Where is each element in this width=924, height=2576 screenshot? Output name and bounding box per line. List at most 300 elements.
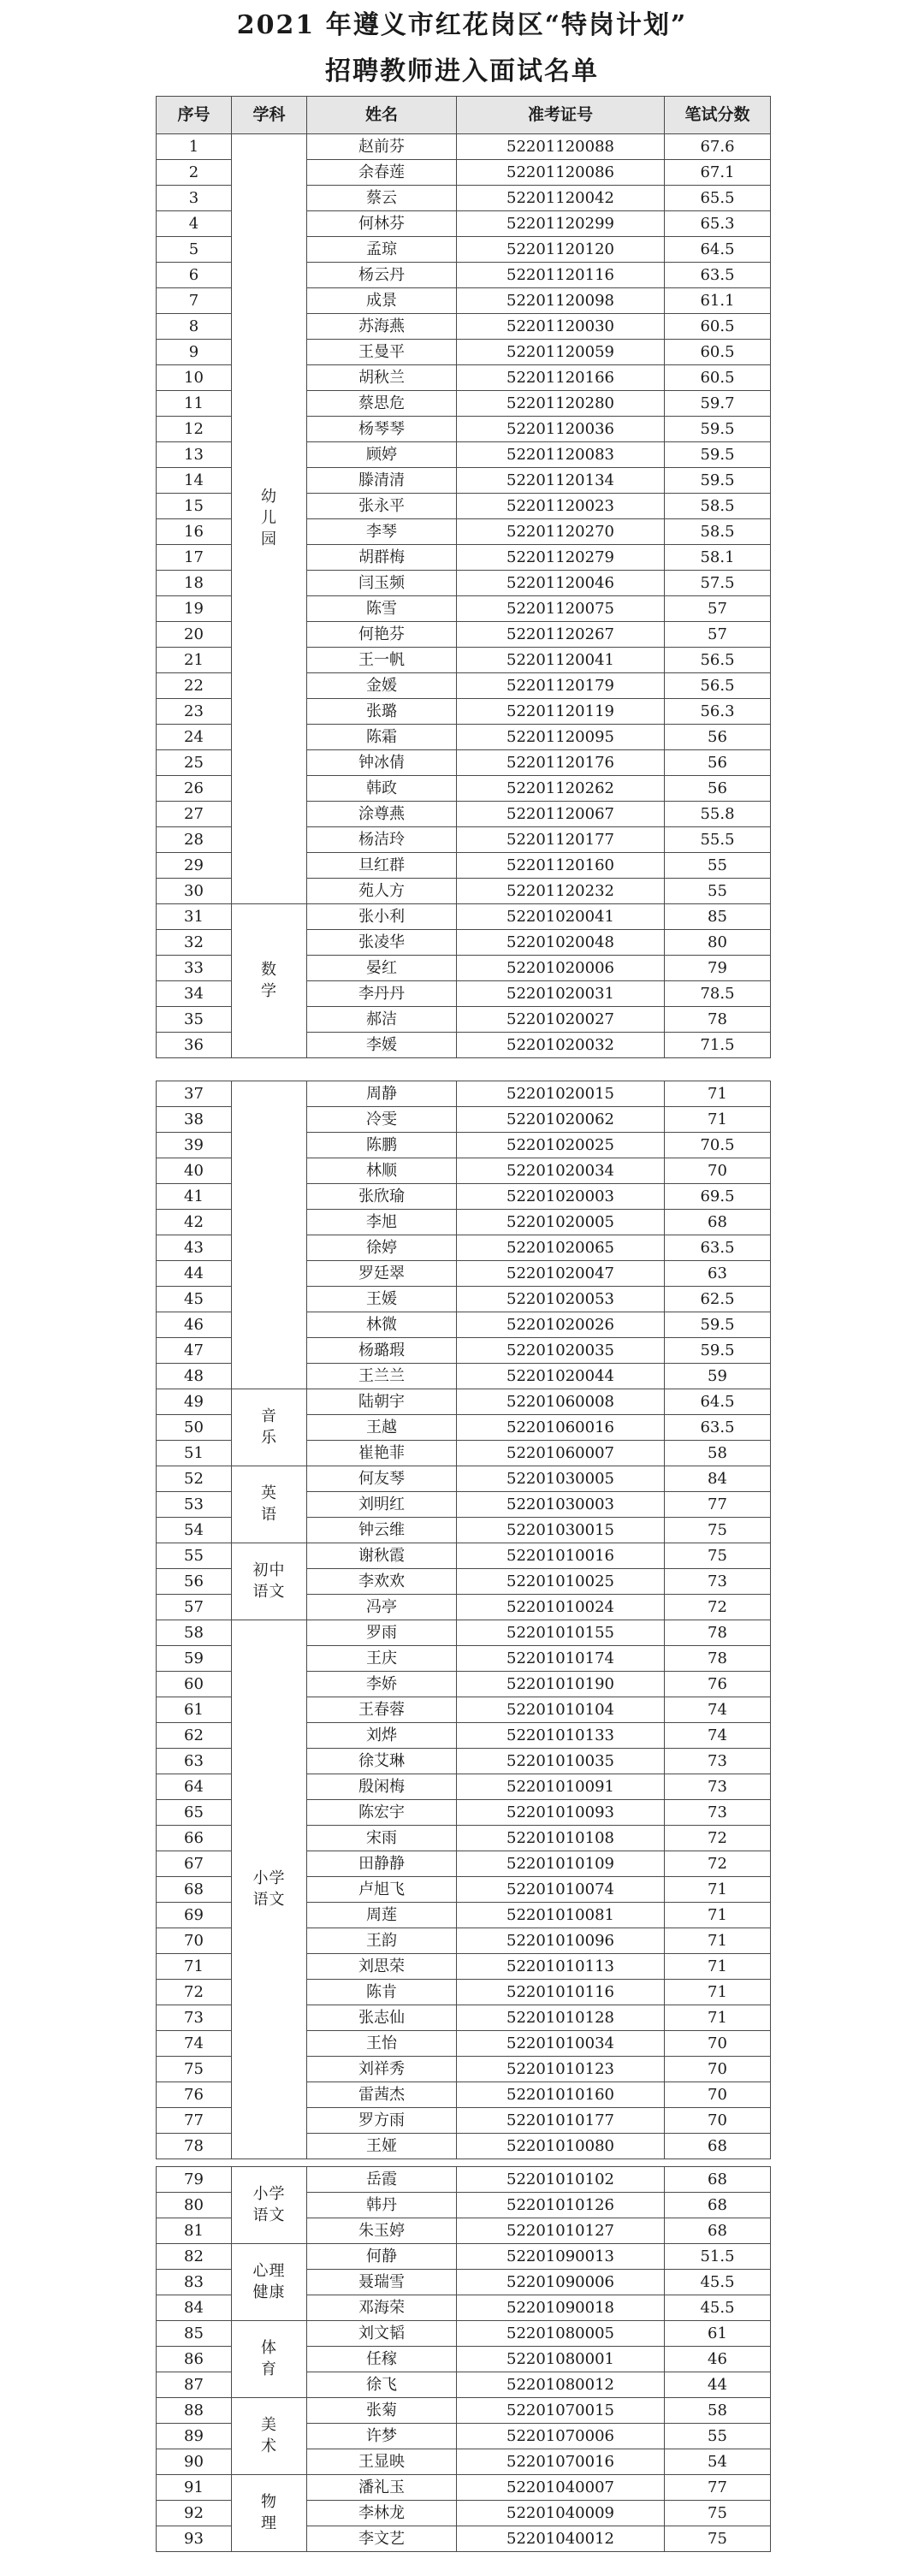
cell-score: 78.5 [665,981,771,1007]
cell-score: 68 [665,1210,771,1235]
cell-name: 雷茜杰 [307,2082,457,2108]
cell-score: 70 [665,2031,771,2057]
cell-exam-id: 52201120030 [457,314,665,340]
cell-exam-id: 52201080005 [457,2321,665,2347]
cell-seq: 62 [157,1723,232,1749]
cell-exam-id: 52201020044 [457,1364,665,1389]
cell-score: 59.5 [665,417,771,442]
cell-score: 71 [665,1877,771,1903]
cell-name: 余春莲 [307,160,457,186]
cell-name: 苏海燕 [307,314,457,340]
cell-exam-id: 52201010035 [457,1749,665,1774]
cell-seq: 57 [157,1595,232,1620]
cell-exam-id: 52201120232 [457,879,665,904]
cell-subject [232,1081,307,1389]
cell-exam-id: 52201120279 [457,545,665,571]
cell-seq: 10 [157,365,232,391]
cell-name: 韩丹 [307,2193,457,2218]
header-exam-id: 准考证号 [457,97,665,134]
cell-name: 任稼 [307,2347,457,2372]
cell-exam-id: 52201090006 [457,2270,665,2295]
cell-exam-id: 52201060016 [457,1415,665,1441]
cell-score: 56 [665,750,771,776]
cell-score: 56.5 [665,673,771,699]
cell-score: 75 [665,1518,771,1543]
cell-exam-id: 52201120067 [457,802,665,827]
cell-subject [232,134,307,904]
cell-seq: 60 [157,1672,232,1697]
cell-seq: 18 [157,571,232,596]
cell-score: 55 [665,853,771,879]
cell-score: 58 [665,1441,771,1466]
cell-name: 陈鹏 [307,1133,457,1158]
cell-exam-id: 52201030005 [457,1466,665,1492]
cell-name: 钟冰倩 [307,750,457,776]
cell-score: 71 [665,1928,771,1954]
cell-seq: 17 [157,545,232,571]
cell-name: 韩政 [307,776,457,802]
cell-score: 63.5 [665,1235,771,1261]
cell-exam-id: 52201010091 [457,1774,665,1800]
cell-seq: 6 [157,263,232,288]
cell-score: 58.5 [665,494,771,519]
cell-seq: 82 [157,2244,232,2270]
table-row [157,904,771,930]
cell-name: 许梦 [307,2424,457,2449]
cell-seq: 11 [157,391,232,417]
cell-seq: 9 [157,340,232,365]
cell-seq: 16 [157,519,232,545]
cell-score: 72 [665,1826,771,1851]
cell-seq: 58 [157,1620,232,1646]
cell-subject [232,904,307,1058]
cell-name: 苑人方 [307,879,457,904]
cell-name: 王媛 [307,1287,457,1312]
cell-score: 80 [665,930,771,956]
cell-score: 71.5 [665,1033,771,1058]
cell-name: 胡秋兰 [307,365,457,391]
cell-score: 55.8 [665,802,771,827]
cell-score: 59.5 [665,1338,771,1364]
cell-exam-id: 52201120041 [457,648,665,673]
cell-name: 王一帆 [307,648,457,673]
cell-exam-id: 52201030015 [457,1518,665,1543]
cell-subject [232,1466,307,1543]
cell-seq: 68 [157,1877,232,1903]
cell-score: 68 [665,2134,771,2159]
cell-exam-id: 52201120280 [457,391,665,417]
cell-name: 旦红群 [307,853,457,879]
cell-name: 徐飞 [307,2372,457,2398]
cell-seq: 92 [157,2501,232,2526]
cell-exam-id: 52201070016 [457,2449,665,2475]
cell-seq: 29 [157,853,232,879]
cell-exam-id: 52201010034 [457,2031,665,2057]
cell-name: 王娅 [307,2134,457,2159]
cell-name: 冯亭 [307,1595,457,1620]
cell-seq: 72 [157,1980,232,2005]
table-row [157,2475,771,2501]
cell-seq: 81 [157,2218,232,2244]
candidate-table-part2 [156,1081,771,2159]
table-row [157,2398,771,2424]
cell-seq: 15 [157,494,232,519]
cell-exam-id: 52201120098 [457,288,665,314]
cell-name: 王春蓉 [307,1697,457,1723]
document-title-line2: 招聘教师进入面试名单 [325,56,599,86]
cell-seq: 27 [157,802,232,827]
cell-score: 75 [665,1543,771,1569]
cell-seq: 30 [157,879,232,904]
cell-score: 54 [665,2449,771,2475]
cell-exam-id: 52201020006 [457,956,665,981]
cell-score: 55 [665,2424,771,2449]
cell-score: 72 [665,1851,771,1877]
cell-score: 57 [665,622,771,648]
cell-seq: 8 [157,314,232,340]
cell-score: 56 [665,725,771,750]
cell-seq: 54 [157,1518,232,1543]
cell-name: 林微 [307,1312,457,1338]
cell-name: 蔡思危 [307,391,457,417]
cell-score: 55 [665,879,771,904]
cell-seq: 32 [157,930,232,956]
cell-seq: 23 [157,699,232,725]
subject-label: 数 学 [261,960,277,1000]
cell-name: 陈雪 [307,596,457,622]
cell-exam-id: 52201010113 [457,1954,665,1980]
cell-score: 75 [665,2501,771,2526]
cell-score: 59.5 [665,442,771,468]
cell-seq: 12 [157,417,232,442]
cell-exam-id: 52201010128 [457,2005,665,2031]
subject-label: 心理 健康 [252,2261,286,2301]
cell-exam-id: 52201020003 [457,1184,665,1210]
cell-score: 59.7 [665,391,771,417]
cell-seq: 89 [157,2424,232,2449]
cell-name: 杨洁玲 [307,827,457,853]
cell-name: 林顺 [307,1158,457,1184]
cell-exam-id: 52201120095 [457,725,665,750]
cell-score: 68 [665,2218,771,2244]
cell-exam-id: 52201020062 [457,1107,665,1133]
cell-seq: 46 [157,1312,232,1338]
cell-name: 邓海荣 [307,2295,457,2321]
cell-name: 何林芬 [307,211,457,237]
subject-label: 物 理 [261,2492,277,2532]
cell-score: 58.1 [665,545,771,571]
cell-score: 74 [665,1697,771,1723]
cell-score: 61 [665,2321,771,2347]
cell-score: 68 [665,2167,771,2193]
cell-name: 蔡云 [307,186,457,211]
cell-score: 71 [665,1903,771,1928]
cell-score: 58 [665,2398,771,2424]
cell-name: 张永平 [307,494,457,519]
cell-exam-id: 52201010133 [457,1723,665,1749]
cell-name: 张志仙 [307,2005,457,2031]
cell-exam-id: 52201010080 [457,2134,665,2159]
table-row [157,1081,771,1107]
cell-score: 56.5 [665,648,771,673]
cell-name: 杨琴琴 [307,417,457,442]
cell-score: 70 [665,2108,771,2134]
cell-exam-id: 52201120075 [457,596,665,622]
table-row [157,134,771,160]
cell-exam-id: 52201020026 [457,1312,665,1338]
candidate-table-part3 [156,2166,771,2552]
cell-name: 卢旭飞 [307,1877,457,1903]
cell-name: 徐婷 [307,1235,457,1261]
cell-seq: 74 [157,2031,232,2057]
cell-subject [232,2475,307,2552]
cell-seq: 37 [157,1081,232,1107]
cell-score: 63.5 [665,1415,771,1441]
cell-exam-id: 52201120160 [457,853,665,879]
cell-exam-id: 52201120046 [457,571,665,596]
cell-score: 67.1 [665,160,771,186]
cell-exam-id: 52201120177 [457,827,665,853]
cell-exam-id: 52201040009 [457,2501,665,2526]
cell-score: 59.5 [665,1312,771,1338]
cell-seq: 34 [157,981,232,1007]
cell-seq: 90 [157,2449,232,2475]
cell-exam-id: 52201120262 [457,776,665,802]
cell-seq: 84 [157,2295,232,2321]
cell-seq: 7 [157,288,232,314]
cell-exam-id: 52201010126 [457,2193,665,2218]
cell-seq: 65 [157,1800,232,1826]
cell-exam-id: 52201010116 [457,1980,665,2005]
subject-label: 小学 语文 [252,1868,286,1909]
cell-name: 李媛 [307,1033,457,1058]
cell-name: 张欣瑜 [307,1184,457,1210]
cell-seq: 38 [157,1107,232,1133]
cell-name: 王庆 [307,1646,457,1672]
cell-seq: 26 [157,776,232,802]
cell-name: 宋雨 [307,1826,457,1851]
cell-exam-id: 52201020065 [457,1235,665,1261]
cell-score: 73 [665,1569,771,1595]
cell-score: 71 [665,1107,771,1133]
cell-exam-id: 52201020031 [457,981,665,1007]
cell-exam-id: 52201060007 [457,1441,665,1466]
cell-exam-id: 52201010190 [457,1672,665,1697]
cell-seq: 45 [157,1287,232,1312]
cell-name: 周静 [307,1081,457,1107]
cell-seq: 83 [157,2270,232,2295]
cell-exam-id: 52201010081 [457,1903,665,1928]
header-name: 姓名 [307,97,457,134]
cell-score: 71 [665,1081,771,1107]
cell-exam-id: 52201010016 [457,1543,665,1569]
cell-score: 78 [665,1620,771,1646]
cell-score: 64.5 [665,1389,771,1415]
cell-name: 杨云丹 [307,263,457,288]
cell-seq: 55 [157,1543,232,1569]
cell-seq: 22 [157,673,232,699]
cell-seq: 47 [157,1338,232,1364]
cell-name: 李琴 [307,519,457,545]
cell-seq: 3 [157,186,232,211]
cell-seq: 44 [157,1261,232,1287]
cell-seq: 64 [157,1774,232,1800]
table-row [157,2244,771,2270]
cell-score: 63 [665,1261,771,1287]
cell-score: 73 [665,1800,771,1826]
cell-name: 闫玉频 [307,571,457,596]
cell-name: 张菊 [307,2398,457,2424]
cell-seq: 87 [157,2372,232,2398]
cell-name: 涂尊燕 [307,802,457,827]
cell-seq: 75 [157,2057,232,2082]
candidate-table-part1 [156,96,771,1058]
cell-exam-id: 52201030003 [457,1492,665,1518]
cell-seq: 52 [157,1466,232,1492]
cell-score: 63.5 [665,263,771,288]
cell-seq: 4 [157,211,232,237]
cell-seq: 36 [157,1033,232,1058]
cell-name: 张璐 [307,699,457,725]
cell-name: 顾婷 [307,442,457,468]
cell-name: 成景 [307,288,457,314]
cell-name: 王曼平 [307,340,457,365]
cell-score: 60.5 [665,314,771,340]
cell-seq: 40 [157,1158,232,1184]
cell-exam-id: 52201120088 [457,134,665,160]
cell-name: 陈宏宇 [307,1800,457,1826]
cell-name: 聂瑞雪 [307,2270,457,2295]
cell-seq: 2 [157,160,232,186]
cell-score: 70 [665,2057,771,2082]
cell-exam-id: 52201010127 [457,2218,665,2244]
cell-name: 王越 [307,1415,457,1441]
cell-name: 李欢欢 [307,1569,457,1595]
cell-seq: 61 [157,1697,232,1723]
cell-seq: 19 [157,596,232,622]
cell-seq: 93 [157,2526,232,2552]
cell-seq: 42 [157,1210,232,1235]
cell-exam-id: 52201010177 [457,2108,665,2134]
cell-seq: 71 [157,1954,232,1980]
cell-name: 李丹丹 [307,981,457,1007]
cell-exam-id: 52201020032 [457,1033,665,1058]
cell-exam-id: 52201020027 [457,1007,665,1033]
cell-exam-id: 52201010025 [457,1569,665,1595]
cell-name: 徐艾琳 [307,1749,457,1774]
cell-name: 何友琴 [307,1466,457,1492]
cell-exam-id: 52201120299 [457,211,665,237]
cell-exam-id: 52201020041 [457,904,665,930]
cell-name: 赵前芬 [307,134,457,160]
cell-seq: 21 [157,648,232,673]
cell-exam-id: 52201010074 [457,1877,665,1903]
cell-name: 李旭 [307,1210,457,1235]
table-row [157,1620,771,1646]
cell-exam-id: 52201070006 [457,2424,665,2449]
cell-exam-id: 52201020034 [457,1158,665,1184]
cell-name: 杨璐瑕 [307,1338,457,1364]
cell-name: 刘思荣 [307,1954,457,1980]
cell-score: 76 [665,1672,771,1697]
cell-name: 孟琼 [307,237,457,263]
cell-name: 王怡 [307,2031,457,2057]
cell-exam-id: 52201120267 [457,622,665,648]
cell-exam-id: 52201020005 [457,1210,665,1235]
cell-name: 田静静 [307,1851,457,1877]
cell-name: 殷闲梅 [307,1774,457,1800]
cell-score: 60.5 [665,340,771,365]
table-row [157,2167,771,2193]
cell-seq: 56 [157,1569,232,1595]
cell-exam-id: 52201120134 [457,468,665,494]
cell-seq: 1 [157,134,232,160]
cell-exam-id: 52201020047 [457,1261,665,1287]
cell-name: 周莲 [307,1903,457,1928]
cell-name: 刘明红 [307,1492,457,1518]
cell-seq: 78 [157,2134,232,2159]
cell-name: 金媛 [307,673,457,699]
cell-exam-id: 52201060008 [457,1389,665,1415]
cell-score: 84 [665,1466,771,1492]
subject-label: 初中 语文 [252,1560,286,1601]
cell-seq: 85 [157,2321,232,2347]
cell-exam-id: 52201070015 [457,2398,665,2424]
cell-score: 57.5 [665,571,771,596]
cell-exam-id: 52201020053 [457,1287,665,1312]
cell-seq: 24 [157,725,232,750]
cell-name: 刘文韬 [307,2321,457,2347]
cell-seq: 77 [157,2108,232,2134]
cell-name: 罗雨 [307,1620,457,1646]
cell-name: 李林龙 [307,2501,457,2526]
cell-seq: 35 [157,1007,232,1033]
cell-seq: 25 [157,750,232,776]
cell-exam-id: 52201010104 [457,1697,665,1723]
cell-score: 70.5 [665,1133,771,1158]
cell-score: 74 [665,1723,771,1749]
cell-seq: 49 [157,1389,232,1415]
cell-exam-id: 52201120119 [457,699,665,725]
cell-seq: 88 [157,2398,232,2424]
cell-seq: 70 [157,1928,232,1954]
cell-exam-id: 52201090013 [457,2244,665,2270]
cell-name: 张小利 [307,904,457,930]
cell-exam-id: 52201040012 [457,2526,665,2552]
subject-label: 音 乐 [261,1406,277,1447]
cell-exam-id: 52201120059 [457,340,665,365]
cell-score: 77 [665,2475,771,2501]
cell-seq: 39 [157,1133,232,1158]
cell-score: 59.5 [665,468,771,494]
subject-label: 幼 儿 园 [261,488,277,548]
cell-score: 79 [665,956,771,981]
cell-score: 85 [665,904,771,930]
cell-exam-id: 52201010155 [457,1620,665,1646]
cell-exam-id: 52201120086 [457,160,665,186]
cell-seq: 79 [157,2167,232,2193]
cell-subject [232,2398,307,2475]
cell-subject [232,2167,307,2244]
cell-score: 69.5 [665,1184,771,1210]
cell-seq: 67 [157,1851,232,1877]
cell-score: 58.5 [665,519,771,545]
cell-seq: 76 [157,2082,232,2108]
cell-name: 岳霞 [307,2167,457,2193]
subject-label: 体 育 [261,2338,277,2378]
document-title-line1: 2021 年遵义市红花岗区“特岗计划” [236,10,688,40]
cell-seq: 43 [157,1235,232,1261]
